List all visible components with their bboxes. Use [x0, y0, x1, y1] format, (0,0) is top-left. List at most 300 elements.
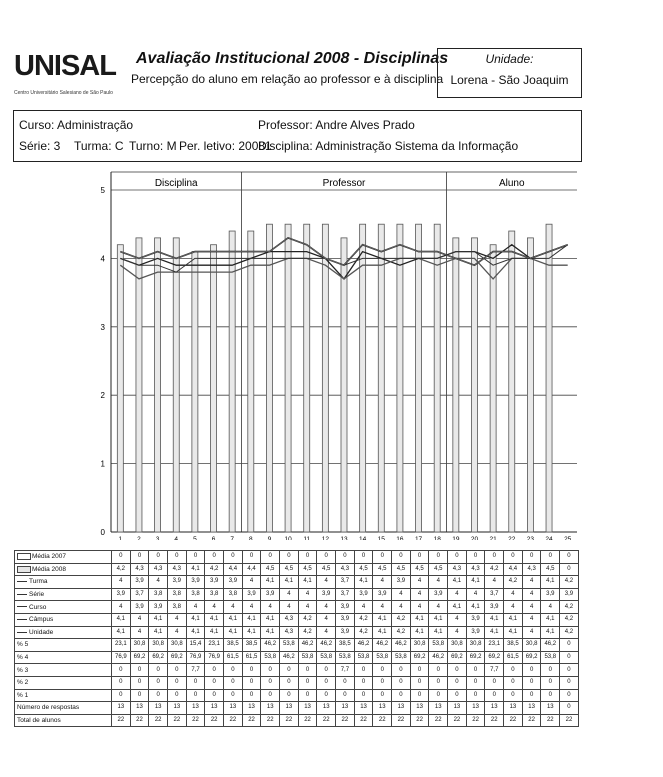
table-cell: 0: [560, 651, 579, 664]
table-cell: 3,7: [485, 588, 504, 601]
row-label: [15, 664, 112, 677]
table-cell: 4,5: [317, 563, 336, 576]
bar-media-2008: [117, 245, 123, 532]
table-cell: 3,9: [541, 588, 560, 601]
bar-media-2008: [378, 224, 384, 532]
row-label: [15, 601, 112, 614]
table-cell: 4: [186, 601, 205, 614]
table-cell: 4: [298, 588, 317, 601]
table-cell: 0: [280, 676, 299, 689]
row-label: [15, 626, 112, 639]
bar-media-2008: [304, 224, 310, 532]
table-cell: 0: [466, 664, 485, 677]
row-label-text: Turma: [29, 578, 48, 586]
table-cell: 3,9: [560, 588, 579, 601]
table-cell: 13: [112, 702, 131, 715]
table-cell: 4,1: [112, 626, 131, 639]
table-cell: 4,1: [242, 626, 261, 639]
table-cell: 53,8: [317, 651, 336, 664]
table-cell: 0: [261, 551, 280, 564]
table-cell: 30,8: [168, 639, 187, 652]
bar-media-2008: [546, 224, 552, 532]
table-cell: 0: [317, 551, 336, 564]
table-cell: 4: [522, 626, 541, 639]
table-cell: 0: [541, 676, 560, 689]
table-cell: 0: [224, 551, 243, 564]
table-cell: 22: [485, 714, 504, 727]
data-table: [14, 550, 579, 727]
table-row: [15, 664, 579, 677]
bar-media-2008: [211, 245, 217, 532]
table-cell: 76,9: [112, 651, 131, 664]
row-label: [15, 576, 112, 589]
table-cell: 13: [541, 702, 560, 715]
x-tick-label: 23: [526, 536, 535, 540]
legend-line: [17, 606, 27, 607]
table-cell: 4: [429, 576, 448, 589]
x-tick-label: 2: [137, 536, 141, 540]
table-cell: 38,5: [242, 639, 261, 652]
table-cell: 4,1: [354, 576, 373, 589]
table-cell: 13: [448, 702, 467, 715]
table-cell: 0: [392, 664, 411, 677]
table-cell: 38,5: [504, 639, 523, 652]
table-cell: 4,1: [149, 626, 168, 639]
table-cell: 4: [485, 576, 504, 589]
period-field: Per. letivo: 20081: [179, 139, 272, 153]
course-field: Curso: Administração: [19, 118, 134, 132]
table-cell: 0: [373, 551, 392, 564]
y-tick-label: 0: [100, 528, 105, 537]
discipline-field: Disciplina: Administração Sistema da Informação: [258, 139, 519, 153]
table-cell: 4: [149, 576, 168, 589]
table-cell: 0: [168, 551, 187, 564]
table-cell: 3,9: [392, 576, 411, 589]
table-cell: 4,1: [298, 576, 317, 589]
table-cell: 22: [410, 714, 429, 727]
table-cell: 3,9: [130, 576, 149, 589]
table-cell: 3,9: [317, 588, 336, 601]
table-cell: 46,2: [392, 639, 411, 652]
table-cell: 0: [522, 664, 541, 677]
table-cell: 0: [373, 689, 392, 702]
row-label-text: Série: [29, 591, 45, 599]
table-cell: 4,3: [149, 563, 168, 576]
table-cell: 0: [112, 689, 131, 702]
page-subtitle: Percepção do aluno em relação ao professor e à disciplina: [131, 72, 444, 86]
table-cell: 53,8: [280, 639, 299, 652]
table-cell: 4: [410, 588, 429, 601]
x-tick-label: 8: [248, 536, 253, 540]
table-cell: 0: [504, 676, 523, 689]
table-cell: 4,5: [354, 563, 373, 576]
table-cell: 30,8: [466, 639, 485, 652]
table-cell: 4,5: [429, 563, 448, 576]
table-cell: 3,9: [485, 601, 504, 614]
table-cell: 0: [466, 689, 485, 702]
table-cell: 22: [448, 714, 467, 727]
row-label-text: % 1: [17, 691, 29, 699]
table-cell: 22: [280, 714, 299, 727]
y-tick-label: 3: [100, 322, 105, 332]
table-cell: 4,5: [392, 563, 411, 576]
table-cell: 0: [466, 551, 485, 564]
table-cell: 4,1: [261, 576, 280, 589]
table-cell: 13: [261, 702, 280, 715]
table-cell: 4,1: [541, 626, 560, 639]
bar-media-2008: [471, 238, 477, 532]
table-cell: 7,7: [485, 664, 504, 677]
table-cell: 0: [205, 689, 224, 702]
table-cell: 69,2: [410, 651, 429, 664]
table-cell: 3,8: [224, 588, 243, 601]
table-cell: 30,8: [410, 639, 429, 652]
table-cell: 3,9: [373, 588, 392, 601]
row-label-text: Curso: [29, 603, 47, 611]
table-cell: 4,2: [560, 626, 579, 639]
table-cell: 13: [392, 702, 411, 715]
table-cell: 4: [373, 576, 392, 589]
row-label-text: Unidade: [29, 628, 54, 636]
table-cell: 0: [205, 551, 224, 564]
x-tick-label: 7: [230, 536, 234, 540]
table-cell: 3,9: [354, 588, 373, 601]
bar-media-2008: [416, 224, 422, 532]
table-row: [15, 601, 579, 614]
table-cell: 4,1: [205, 613, 224, 626]
table-cell: 0: [186, 689, 205, 702]
bar-media-2008: [490, 245, 496, 532]
table-cell: 23,1: [112, 639, 131, 652]
table-cell: 4,2: [298, 626, 317, 639]
table-cell: 3,8: [186, 588, 205, 601]
table-cell: 0: [504, 689, 523, 702]
table-cell: 4,1: [485, 626, 504, 639]
row-label: [15, 689, 112, 702]
table-cell: 0: [168, 676, 187, 689]
unit-box: [437, 48, 582, 98]
table-cell: 4,5: [280, 563, 299, 576]
table-cell: 0: [112, 551, 131, 564]
table-cell: 0: [429, 551, 448, 564]
table-cell: 22: [373, 714, 392, 727]
x-tick-label: 15: [377, 536, 385, 540]
table-cell: 0: [280, 551, 299, 564]
table-cell: 4,3: [336, 563, 355, 576]
table-cell: 3,8: [149, 588, 168, 601]
table-cell: 69,2: [130, 651, 149, 664]
table-cell: 0: [560, 676, 579, 689]
table-cell: 0: [149, 551, 168, 564]
table-cell: 76,9: [186, 651, 205, 664]
table-cell: 3,9: [186, 576, 205, 589]
table-row: [15, 676, 579, 689]
table-row: [15, 613, 579, 626]
table-cell: 13: [298, 702, 317, 715]
table-cell: 0: [186, 551, 205, 564]
table-cell: 0: [149, 689, 168, 702]
table-cell: 13: [504, 702, 523, 715]
table-cell: 0: [485, 551, 504, 564]
table-cell: 22: [130, 714, 149, 727]
table-cell: 0: [560, 639, 579, 652]
table-cell: 4: [168, 613, 187, 626]
table-cell: 3,8: [205, 588, 224, 601]
table-cell: 4: [448, 588, 467, 601]
table-cell: 3,9: [336, 601, 355, 614]
table-cell: 0: [392, 689, 411, 702]
legend-line: [17, 619, 27, 620]
table-cell: 4,1: [205, 626, 224, 639]
table-cell: 0: [560, 702, 579, 715]
table-cell: 53,8: [336, 651, 355, 664]
table-cell: 13: [130, 702, 149, 715]
row-label: [15, 651, 112, 664]
table-cell: 4: [392, 601, 411, 614]
table-cell: 4,1: [504, 626, 523, 639]
table-cell: 69,2: [149, 651, 168, 664]
x-tick-label: 14: [359, 536, 367, 540]
table-cell: 4,1: [149, 613, 168, 626]
unisal-logo: UNISAL: [14, 50, 116, 82]
table-cell: 13: [410, 702, 429, 715]
table-cell: 53,8: [429, 639, 448, 652]
table-cell: 4,5: [261, 563, 280, 576]
row-label-text: Total de alunos: [17, 717, 61, 725]
row-label: [15, 613, 112, 626]
table-cell: 3,9: [336, 626, 355, 639]
table-cell: 3,7: [336, 588, 355, 601]
table-cell: 46,2: [429, 651, 448, 664]
table-cell: 0: [466, 676, 485, 689]
bar-media-2008: [341, 238, 347, 532]
table-cell: 0: [354, 664, 373, 677]
table-cell: 0: [429, 664, 448, 677]
professor-field: Professor: Andre Alves Prado: [258, 118, 415, 132]
table-cell: 4: [112, 601, 131, 614]
table-cell: 22: [205, 714, 224, 727]
table-cell: 3,9: [466, 626, 485, 639]
table-cell: 0: [541, 664, 560, 677]
table-cell: 4: [522, 601, 541, 614]
table-cell: 4,5: [410, 563, 429, 576]
table-cell: 53,8: [298, 651, 317, 664]
table-cell: 4,4: [504, 563, 523, 576]
legend-swatch: [17, 566, 31, 573]
table-row: [15, 702, 579, 715]
table-cell: 4,3: [168, 563, 187, 576]
bar-media-2008: [527, 238, 533, 532]
table-cell: 4,5: [298, 563, 317, 576]
table-cell: 0: [429, 689, 448, 702]
table-cell: 4: [354, 601, 373, 614]
table-cell: 30,8: [522, 639, 541, 652]
table-cell: 4,1: [242, 613, 261, 626]
table-cell: 23,1: [485, 639, 504, 652]
table-cell: 13: [354, 702, 373, 715]
table-cell: 0: [522, 689, 541, 702]
table-cell: 46,2: [261, 639, 280, 652]
row-label-text: % 3: [17, 666, 29, 674]
table-cell: 0: [336, 689, 355, 702]
table-cell: 0: [224, 664, 243, 677]
table-cell: 0: [560, 664, 579, 677]
table-cell: 4,2: [354, 613, 373, 626]
table-cell: 0: [186, 676, 205, 689]
table-cell: 4: [280, 588, 299, 601]
table-cell: 4,3: [280, 613, 299, 626]
section-label: Disciplina: [154, 178, 198, 189]
table-cell: 53,8: [261, 651, 280, 664]
x-tick-label: 10: [284, 536, 292, 540]
table-cell: 4: [504, 588, 523, 601]
table-cell: 22: [242, 714, 261, 727]
bar-media-2008: [360, 224, 366, 532]
bar-media-2008: [173, 238, 179, 532]
table-cell: 4,3: [522, 563, 541, 576]
row-label-text: Câmpus: [29, 616, 54, 624]
table-cell: 4,1: [466, 601, 485, 614]
section-label: Professor: [322, 178, 366, 189]
course-info-box: [13, 110, 582, 162]
x-tick-label: 3: [155, 536, 160, 540]
table-cell: 4: [466, 588, 485, 601]
table-cell: 0: [280, 689, 299, 702]
table-cell: 0: [280, 664, 299, 677]
x-tick-label: 21: [489, 536, 497, 540]
table-cell: 4: [130, 626, 149, 639]
table-cell: 22: [336, 714, 355, 727]
table-cell: 13: [242, 702, 261, 715]
x-tick-label: 6: [211, 536, 216, 540]
table-cell: 3,9: [242, 588, 261, 601]
table-cell: 4: [317, 601, 336, 614]
row-label: [15, 676, 112, 689]
table-cell: 61,5: [224, 651, 243, 664]
table-cell: 0: [336, 676, 355, 689]
x-tick-label: 18: [433, 536, 441, 540]
table-cell: 4,2: [354, 626, 373, 639]
table-cell: 0: [504, 551, 523, 564]
table-cell: 0: [541, 551, 560, 564]
table-cell: 4,1: [504, 613, 523, 626]
table-cell: 4,1: [186, 563, 205, 576]
table-cell: 22: [560, 714, 579, 727]
row-label: [15, 588, 112, 601]
legend-swatch: [17, 553, 31, 560]
table-cell: 3,9: [130, 601, 149, 614]
table-cell: 4,1: [112, 613, 131, 626]
table-cell: 22: [392, 714, 411, 727]
table-cell: 0: [448, 664, 467, 677]
table-cell: 13: [429, 702, 448, 715]
turma-field: Turma: C: [74, 139, 124, 153]
bar-media-2008: [155, 238, 161, 532]
table-cell: 0: [560, 563, 579, 576]
table-cell: 4: [448, 626, 467, 639]
row-label-text: % 5: [17, 641, 29, 649]
table-cell: 0: [224, 689, 243, 702]
table-cell: 4: [298, 601, 317, 614]
table-cell: 7,7: [336, 664, 355, 677]
legend-line: [17, 632, 27, 633]
table-cell: 0: [168, 689, 187, 702]
table-cell: 4,1: [429, 613, 448, 626]
table-cell: 22: [466, 714, 485, 727]
table-cell: 0: [112, 664, 131, 677]
table-cell: 0: [298, 551, 317, 564]
bar-media-2008: [192, 252, 198, 532]
table-cell: 46,2: [541, 639, 560, 652]
table-cell: 13: [336, 702, 355, 715]
table-cell: 0: [317, 676, 336, 689]
table-cell: 4: [429, 601, 448, 614]
x-tick-label: 1: [118, 536, 123, 540]
table-cell: 4: [317, 576, 336, 589]
table-cell: 0: [448, 551, 467, 564]
table-cell: 13: [317, 702, 336, 715]
table-cell: 69,2: [168, 651, 187, 664]
table-cell: 0: [261, 664, 280, 677]
x-tick-label: 13: [340, 536, 348, 540]
bar-media-2008: [229, 231, 235, 532]
table-cell: 13: [280, 702, 299, 715]
table-cell: 13: [522, 702, 541, 715]
table-cell: 53,8: [373, 651, 392, 664]
table-cell: 3,9: [112, 588, 131, 601]
table-cell: 53,8: [354, 651, 373, 664]
row-label-text: % 4: [17, 654, 29, 662]
section-label: Aluno: [498, 178, 525, 189]
table-cell: 0: [224, 676, 243, 689]
table-cell: 4: [242, 576, 261, 589]
x-tick-label: 16: [396, 536, 404, 540]
bar-media-2008: [453, 238, 459, 532]
table-cell: 0: [485, 689, 504, 702]
x-tick-label: 9: [267, 536, 272, 540]
table-cell: 69,2: [522, 651, 541, 664]
row-label: [15, 639, 112, 652]
table-cell: 13: [149, 702, 168, 715]
table-cell: 0: [448, 676, 467, 689]
evaluation-chart: [0, 160, 663, 540]
table-cell: 0: [522, 551, 541, 564]
table-cell: 69,2: [485, 651, 504, 664]
table-cell: 4: [410, 576, 429, 589]
table-row: [15, 689, 579, 702]
table-cell: 4: [522, 613, 541, 626]
table-cell: 4,1: [541, 613, 560, 626]
table-cell: 0: [354, 689, 373, 702]
table-cell: 4,2: [392, 626, 411, 639]
table-cell: 4,2: [392, 613, 411, 626]
table-cell: 46,2: [373, 639, 392, 652]
x-tick-label: 19: [452, 536, 460, 540]
table-cell: 0: [410, 689, 429, 702]
table-cell: 4,1: [261, 626, 280, 639]
row-label: [15, 702, 112, 715]
page-title: Avaliação Institucional 2008 - Disciplinas: [136, 50, 449, 67]
table-cell: 22: [186, 714, 205, 727]
table-cell: 4,1: [541, 576, 560, 589]
table-cell: 4: [130, 613, 149, 626]
table-cell: 4,1: [466, 576, 485, 589]
y-tick-label: 1: [100, 459, 105, 469]
table-cell: 22: [504, 714, 523, 727]
table-cell: 4: [242, 601, 261, 614]
table-cell: 4: [504, 601, 523, 614]
table-cell: 0: [317, 689, 336, 702]
